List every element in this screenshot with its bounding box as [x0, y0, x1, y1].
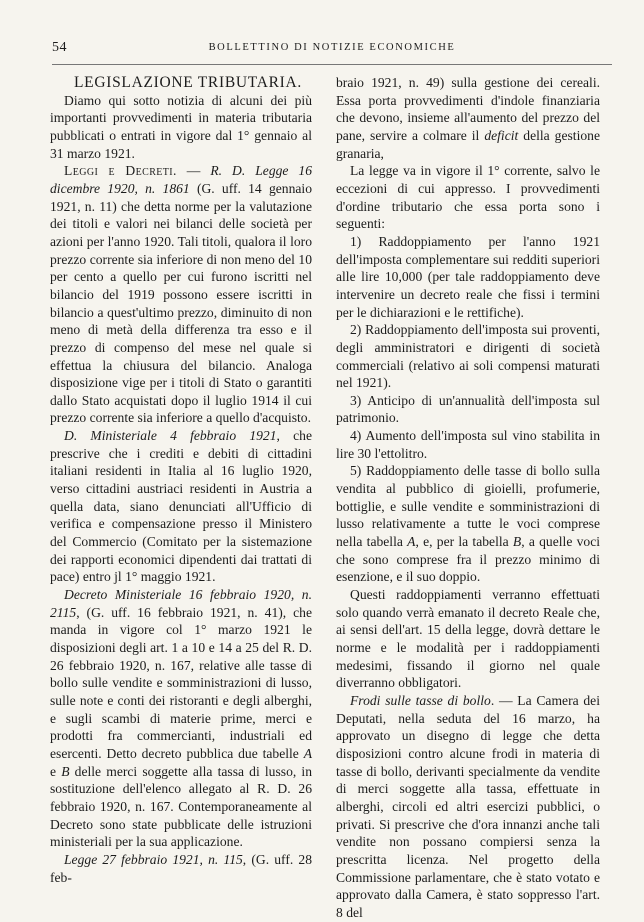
item5-text-c: , a quelle voci che sono comprese fra il prezzo minimo di esenzione, e il suo doppio. — [336, 534, 601, 585]
right-column — [336, 74, 600, 922]
rd-legge-text: (G. uff. 14 gennaio 1921, n. 11) che detta norme per la valutazione dei titoli e valori nei bilanci delle società per azioni per l'anno 1920. Tali titoli, qualora il loro prezzo corrente sia inferiore di non meno del 10 per cento a quello per cui furono iscritti nel bilancio del 1919 possono essere iscritti in bilancio a quest'ultimo prezzo, diminuito di non meno di metà della differenza tra esso e il prezzo di compenso del mese nel quale si effettua la chiusura del bilancio. Analoga disposizione vige per i titoli di Stato o garantiti dallo Stato acquistati dopo il luglio 1914 il cui prezzo corrente sia inferiore a quello d'acquisto. — [50, 180, 312, 426]
paragraph-continuation — [336, 74, 600, 162]
dm-16-febbraio-text-2: delle merci soggette alla tassa di lusso, in sostituzione dell'elenco allegato al R. D. 26 febbraio 1920, n. 167. Contemporaneamente al Decreto sono state pubblicate delle istruzioni ministeriali per la sua applicazione. — [50, 763, 312, 850]
dash: — — [176, 163, 211, 179]
dm-16-febbraio-reference: Decreto Ministeriale 16 febbraio 1920, n. 2115 — [50, 587, 312, 620]
intro-paragraph: Diamo qui sotto notizia di alcuni dei più importanti provvedimenti in materia tributaria pubblicati o entrati in vigore dal 1° gennaio al 31 marzo 1921. — [50, 92, 312, 161]
legge-27-febbraio-text: , (G. uff. 28 feb- — [50, 851, 312, 885]
item5-text-a: 5) Raddoppiamento delle tasse di bollo sulla vendita al pubblico di gioielli, profumerie, bottiglie, e sulle vendite e somministrazioni di lusso relativamente a tutte le voci comprese nella tabella — [336, 463, 600, 550]
rd-legge-reference: R. D. Legge 16 dicembre 1920, n. 1861 — [50, 163, 313, 196]
list-item-3: 3) Anticipo di un'annualità dell'imposta sul patrimonio. — [336, 392, 600, 426]
paragraph-legge-27-febbraio — [50, 851, 312, 886]
continuation-end: della gestione granaria, — [336, 127, 600, 161]
frodi-title: Frodi sulle tasse di bollo — [350, 692, 491, 708]
list-item-5 — [336, 462, 600, 586]
list-item-2: 2) Raddoppiamento dell'imposta sui proventi, degli amministratori e dirigenti di società commerciali (relativo ai soli compensi maturati nel 1921). — [336, 322, 600, 391]
section-title: LEGISLAZIONE TRIBUTARIA. — [74, 74, 302, 91]
frodi-text: . — La Camera dei Deputati, nella seduta del 16 marzo, ha approvato un disegno di legge che detta disposizioni contro alcune frodi in materia di tasse di bollo, derivanti specialmente da vendite di merci soggette alla tassa, effettuate in alberghi, circoli ed altri esercizi pubblici, o privati. Si prescrive che d'ora innanzi anche tali vendite non possano compiersi senza la prescritta licenza. Nel progetto della Commissione parlamentare, che è stato votato e approvato dalla Camera, è stato soppresso l'art. 8 del — [336, 692, 600, 920]
dm-4-febbraio-reference: D. Ministeriale 4 febbraio 1921 — [64, 428, 277, 444]
deficit-word: deficit — [484, 127, 519, 143]
list-item-1: 1) Raddoppiamento per l'anno 1921 dell'imposta complementare sui redditi superiori alle lire 10,000 (per tale raddoppiamento deve intervenire un decreto reale che fissi i termini per le dichiarazioni e le rettifiche). — [336, 233, 600, 320]
tabella-a: A — [303, 745, 312, 761]
dm-4-febbraio-text: , che prescrive che i crediti e debiti di cittadini italiani residenti in Italia al 16 luglio 1920, verso cittadini austriaci residenti in Austria a quella data, siano denunciati all'Ufficio di verifica e compensazione presso il Ministero del Commercio (Comitato per la sistemazione dei rapporti economici dipendenti dai trattati di pace) entro jl 1° maggio 1921. — [50, 428, 312, 585]
list-item-4: 4) Aumento dell'imposta sul vino stabilita in lire 30 l'ettolitro. — [336, 428, 600, 461]
paragraph-frodi — [336, 692, 600, 922]
paragraph-rd-legge — [50, 162, 312, 427]
page-number: 54 — [52, 40, 67, 55]
header-rule — [52, 64, 612, 65]
item5-tabella-b: B — [512, 534, 522, 550]
conjunction: e — [50, 763, 62, 779]
paragraph-dm-4-febbraio — [50, 427, 312, 586]
running-title: BOLLETTINO DI NOTIZIE ECONOMICHE — [208, 42, 456, 53]
left-column — [50, 74, 312, 886]
dm-16-febbraio-text: , (G. uff. 16 febbraio 1921, n. 41), che manda in vigore col 1° marzo 1921 le disposizioni degli art. 1 a 10 e 14 a 25 del R. D. 26 febbraio 1920, n. 167, relative alle tasse di bollo sulle vendite e somministrazioni di lusso, sulle note e conti dei ristoranti e degli alberghi, e sugli scambi di materie prime, merci e prodotti fra commercianti, industriali ed esercenti. Detto decreto pubblica due tabelle — [50, 604, 312, 761]
leggi-decreti-label: Leggi e Decreti. — [64, 163, 177, 179]
item5-tabella-a: A — [407, 534, 416, 550]
page-header — [52, 38, 612, 58]
tabella-b: B — [61, 763, 70, 779]
legge-27-febbraio-reference: Legge 27 febbraio 1921, n. 115 — [64, 851, 243, 867]
item5-text-b: , e, per la tabella — [415, 534, 513, 550]
continuation-text: braio 1921, n. 49) sulla gestione dei cereali. Essa porta provvedimenti d'indole finanziaria che devono, insieme all'aumento del prezzo del pane, servire a colmare il — [336, 75, 600, 143]
paragraph-raddoppiamenti: Questi raddoppiamenti verranno effettuati solo quando verrà emanato il decreto Reale che, ai sensi dell'art. 15 della legge, dovrà dettare le norme e le modalità per i raddoppiamenti medesimi, fissando il giorno nel quale diverranno obbligatori. — [336, 587, 600, 691]
paragraph-legge-vigore: La legge va in vigore il 1° corrente, salvo le eccezioni di cui appresso. I provvedimenti d'ordine tributario che essa porta sono i seguenti: — [336, 163, 600, 232]
paragraph-dm-16-febbraio — [50, 586, 312, 851]
